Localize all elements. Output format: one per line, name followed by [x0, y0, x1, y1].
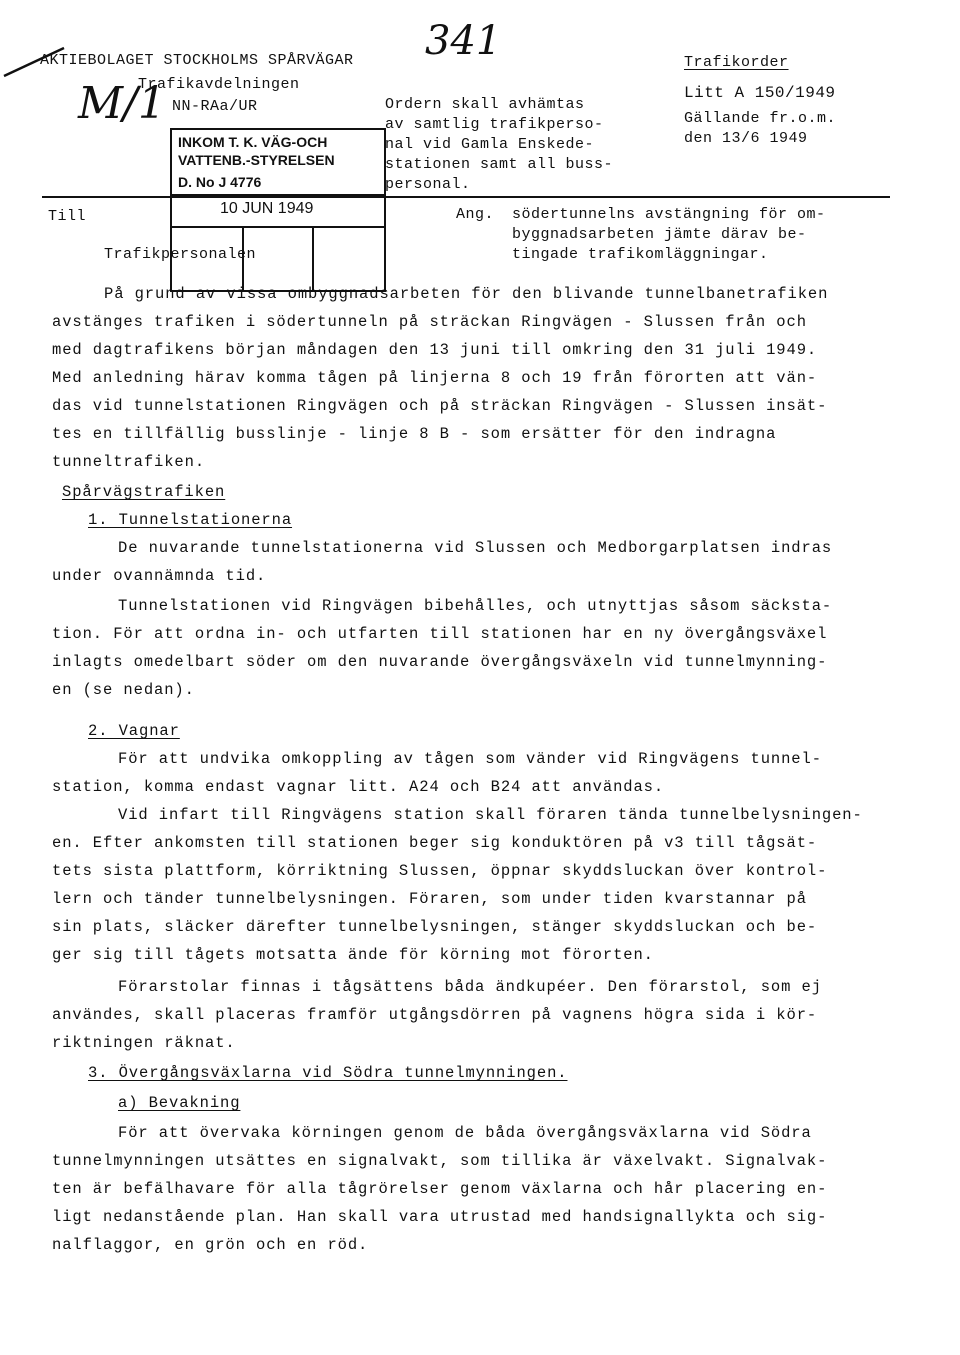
company-name: AKTIEBOLAGET STOCKHOLMS SPÅRVÄGAR	[40, 52, 354, 69]
order-title: Trafikorder	[684, 54, 789, 71]
body-line: tunnelmynningen utsättes en signalvakt, som tillika är växelvakt. Signalvak-	[52, 1152, 828, 1170]
section-title: Spårvägstrafiken	[62, 483, 226, 501]
body-line: användes, skall placeras framför utgångsdörren på vagnens högra sida i kör-	[52, 1006, 818, 1024]
body-line: lern och tänder tunnelbelysningen. Föraren, som under tiden kvarstannar på	[52, 890, 807, 908]
body-line: under ovannämnda tid.	[52, 567, 267, 585]
order-number: Litt A 150/1949	[684, 84, 836, 102]
body-line: tunneltrafiken.	[52, 453, 206, 471]
stamp-line: D. No J 4776	[178, 174, 262, 190]
body-line: ger sig till tågets motsatta ände för körning mot förorten.	[52, 946, 654, 964]
subject-label: Ang.	[456, 206, 495, 223]
order-notice-line: personal.	[385, 176, 471, 193]
body-line: tets sista plattform, körriktning Slussen, öppnar skyddsluckan över kontrol-	[52, 862, 828, 880]
body-line: nalflaggor, en grön och en röd.	[52, 1236, 369, 1254]
body-line: ligt nedanstående plan. Han skall vara utrustad med handsignallykta och sig-	[52, 1208, 828, 1226]
section-2-heading: 2. Vagnar	[88, 722, 180, 740]
body-line: station, komma endast vagnar litt. A24 och B24 att användas.	[52, 778, 665, 796]
body-line: riktningen räknat.	[52, 1034, 236, 1052]
handwritten-document-number: 341	[425, 18, 502, 64]
subject-line: södertunnelns avstängning för om-	[512, 206, 826, 223]
reference-code: NN-RAa/UR	[172, 98, 258, 115]
order-notice-line: stationen samt all buss-	[385, 156, 614, 173]
body-line: das vid tunnelstationen Ringvägen och på sträckan Ringvägen - Slussen insät-	[52, 397, 828, 415]
body-line: Förarstolar finnas i tågsättens båda ändkupéer. Den förarstol, som ej	[118, 978, 822, 996]
order-notice-line: nal vid Gamla Enskede-	[385, 136, 595, 153]
body-line: Tunnelstationen vid Ringvägen bibehålles, och utnyttjas såsom säcksta-	[118, 597, 833, 615]
section-3-heading: 3. Övergångsväxlarna vid Södra tunnelmynningen.	[88, 1064, 568, 1082]
body-line: De nuvarande tunnelstationerna vid Slussen och Medborgarplatsen indras	[118, 539, 833, 557]
body-line: ten är befälhavare för alla tågrörelser genom växlarna och hår placering en-	[52, 1180, 828, 1198]
received-stamp	[170, 128, 386, 292]
body-line: Vid infart till Ringvägens station skall föraren tända tunnelbelysningen-	[118, 806, 863, 824]
body-line: en (se nedan).	[52, 681, 195, 699]
body-line: sin plats, släcker därefter tunnelbelysningen, stänger skyddsluckan och be-	[52, 918, 818, 936]
order-valid-from: Gällande fr.o.m.	[684, 110, 837, 127]
stamp-line: INKOM T. K. VÄG-OCH	[178, 134, 328, 150]
header-divider	[42, 196, 890, 198]
body-line: en. Efter ankomsten till stationen beger sig konduktören på v3 till tågsät-	[52, 834, 818, 852]
body-line: tion. För att ordna in- och utfarten till stationen har en ny övergångsväxel	[52, 625, 828, 643]
body-line: inlagts omedelbart söder om den nuvarande övergångsväxeln vid tunnelmynning-	[52, 653, 828, 671]
body-line: På grund av vissa ombyggnadsarbeten för den blivande tunnelbanetrafiken	[104, 285, 829, 303]
body-line: För att övervaka körningen genom de båda övergångsväxlarna vid Södra	[118, 1124, 812, 1142]
department-name: Trafikavdelningen	[138, 76, 300, 93]
subject-line: tingade trafikomläggningar.	[512, 246, 769, 263]
recipient-label: Till	[48, 208, 87, 225]
order-notice-line: av samtlig trafikperso-	[385, 116, 604, 133]
body-line: För att undvika omkoppling av tågen som vänder vid Ringvägens tunnel-	[118, 750, 822, 768]
section-3a-heading: a) Bevakning	[118, 1094, 241, 1112]
order-notice-line: Ordern skall avhämtas	[385, 96, 585, 113]
body-line: avstänges trafiken i södertunneln på sträckan Ringvägen - Slussen från och	[52, 313, 807, 331]
handwritten-margin-initials: M/1	[78, 78, 166, 129]
body-line: Med anledning härav komma tågen på linjerna 8 och 19 från förorten att vän-	[52, 369, 818, 387]
stamp-line: VATTENB.-STYRELSEN	[178, 152, 335, 168]
subject-line: byggnadsarbeten jämte därav be-	[512, 226, 807, 243]
recipient-name: Trafikpersonalen	[104, 246, 257, 263]
stamp-date: 10 JUN 1949	[220, 200, 314, 217]
body-line: tes en tillfällig busslinje - linje 8 B - som ersätter för den indragna	[52, 425, 777, 443]
body-line: med dagtrafikens början måndagen den 13 juni till omkring den 31 juli 1949.	[52, 341, 818, 359]
section-1-heading: 1. Tunnelstationerna	[88, 511, 293, 529]
order-date: den 13/6 1949	[684, 130, 808, 147]
